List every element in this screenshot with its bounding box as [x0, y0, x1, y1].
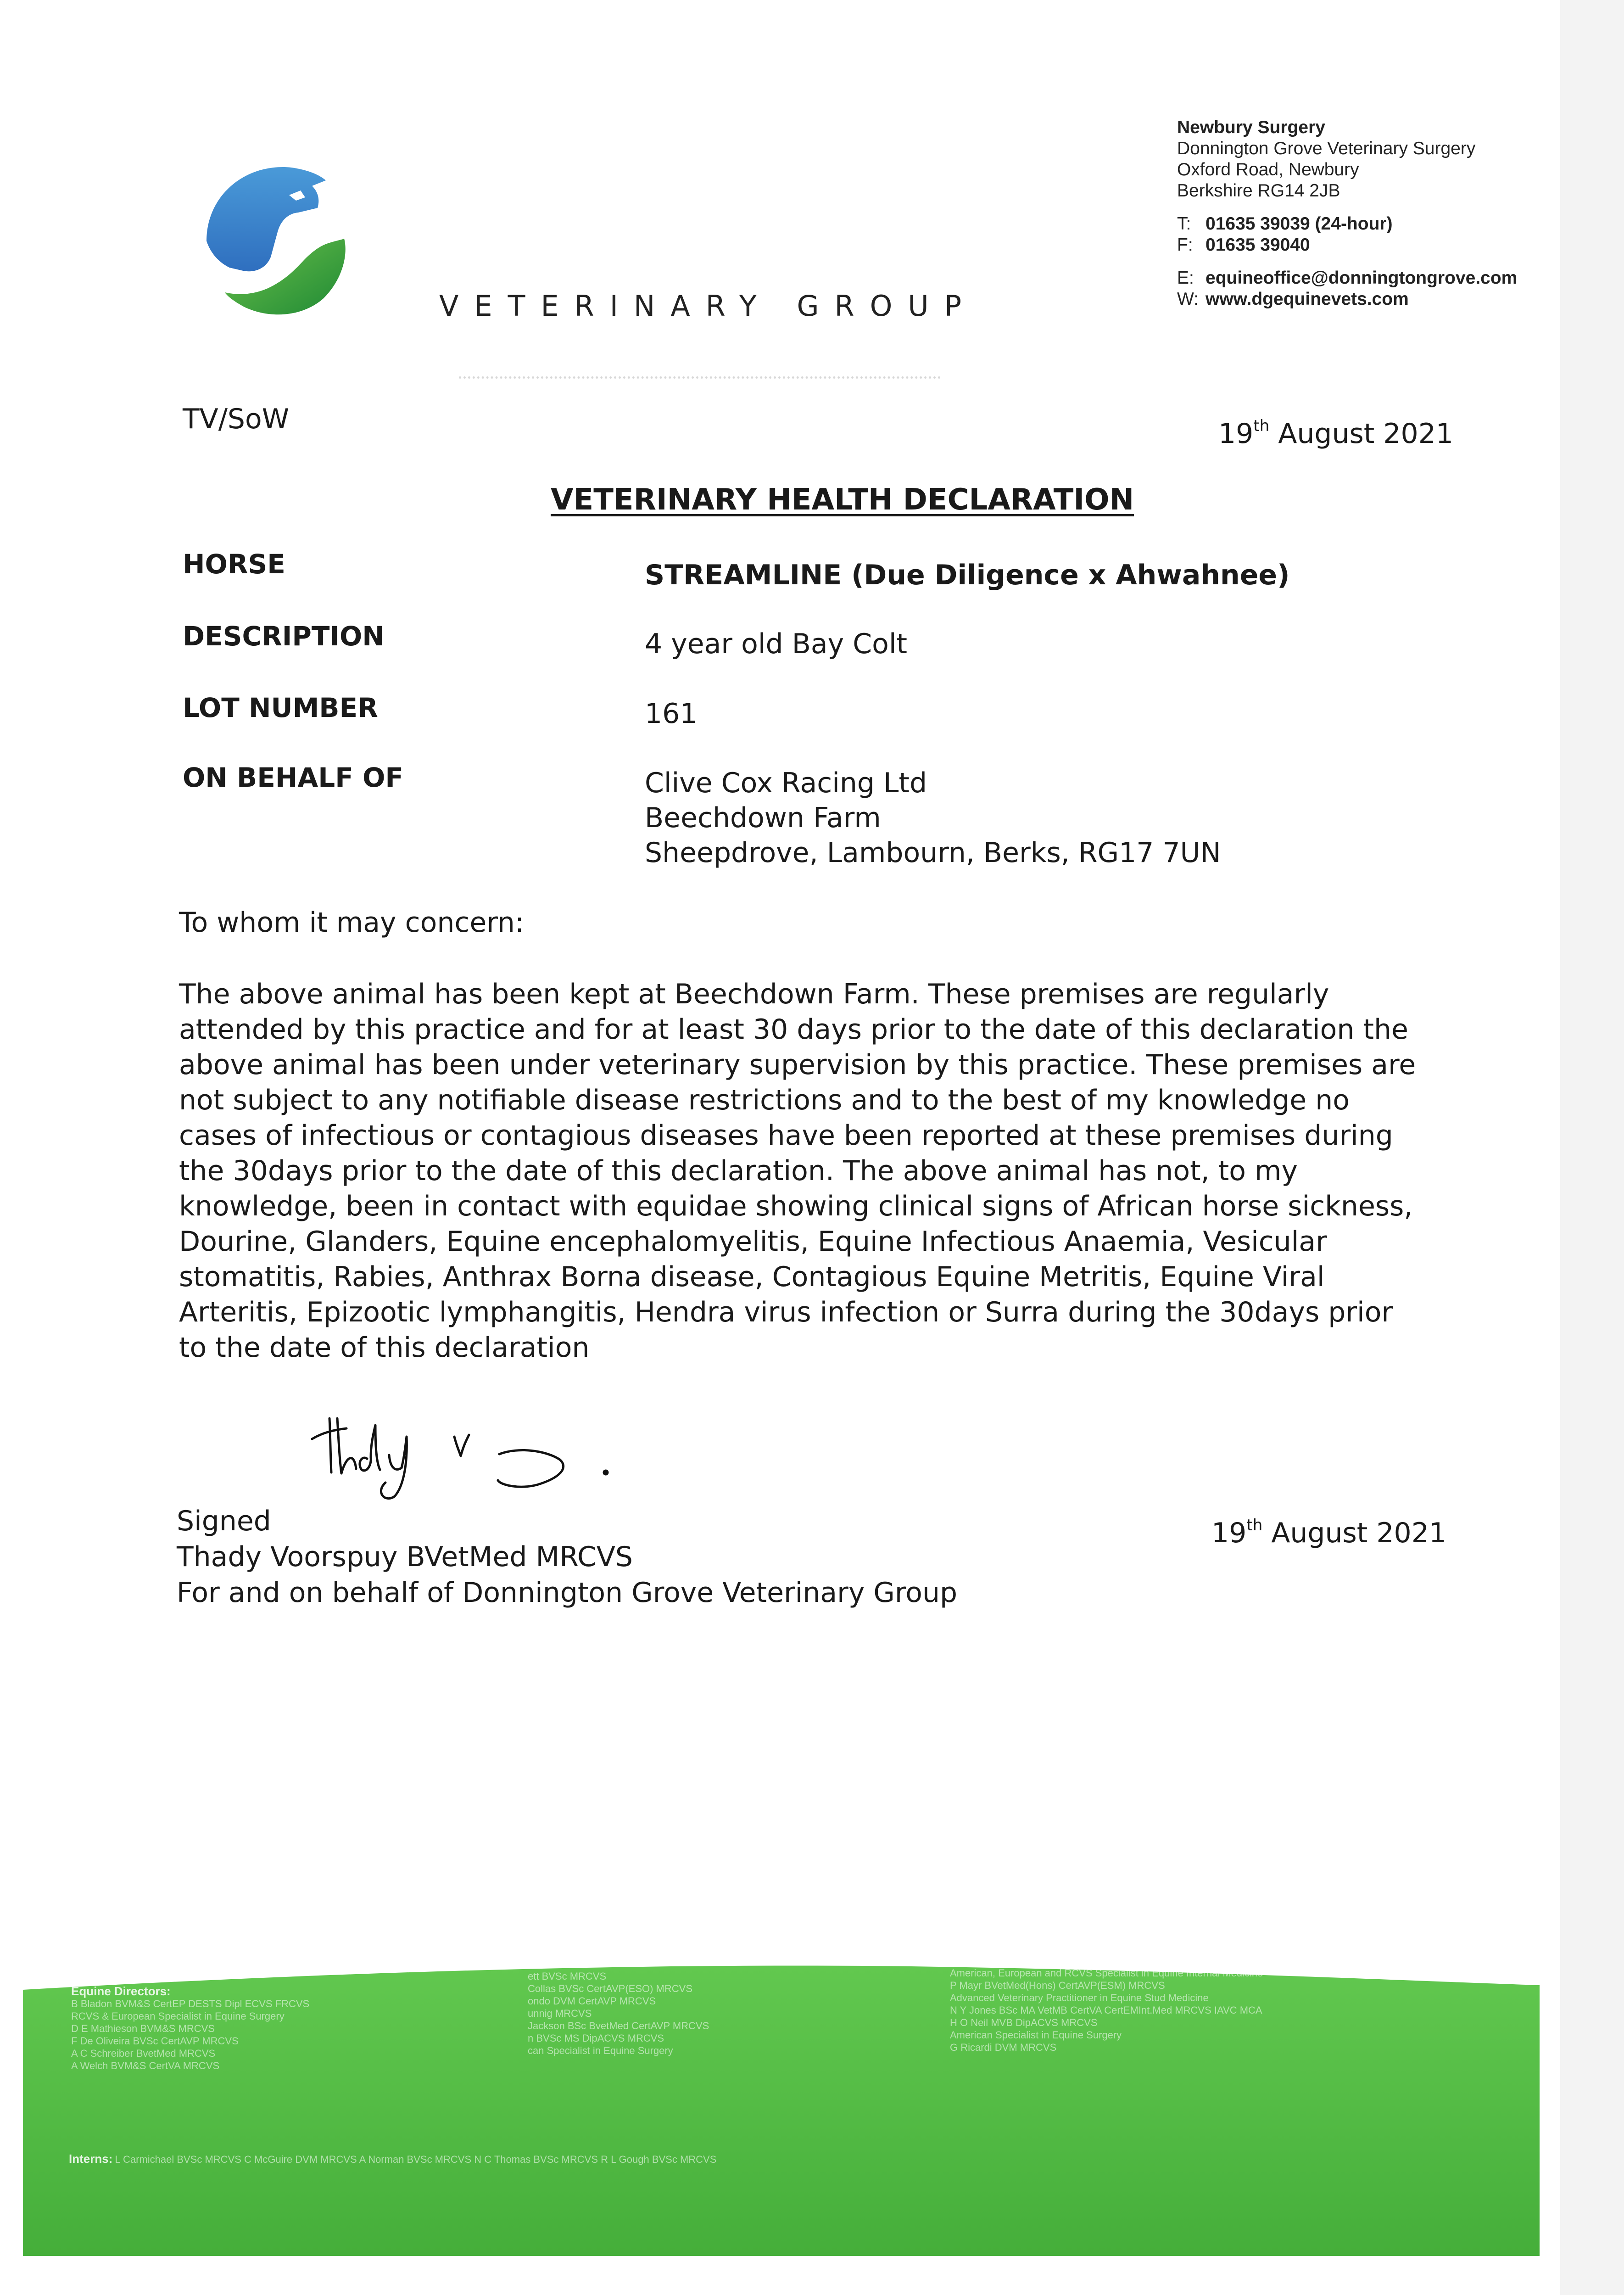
specialist-entry: G Ricardi DVM MRCVS — [950, 2042, 1057, 2053]
salutation: To whom it may concern: — [179, 907, 525, 939]
description-label: DESCRIPTION — [183, 621, 385, 652]
date-day: 19 — [1218, 418, 1254, 450]
on-behalf-of-label: ON BEHALF OF — [183, 762, 403, 793]
associate-entry: ett BVSc MRCVS — [528, 1970, 607, 1982]
lot-number-value: 161 — [645, 698, 698, 730]
description-value: 4 year old Bay Colt — [645, 628, 908, 660]
practice-county: Berkshire RG14 2JB — [1177, 181, 1340, 201]
phone-number: 01635 39039 (24-hour) — [1205, 214, 1393, 234]
associate-entry: ondo DVM CertAVP MRCVS — [528, 1995, 656, 2007]
letter-date — [1218, 418, 1453, 450]
interns-list: L Carmichael BVSc MRCVS C McGuire DVM MRCVS A Norman BVSc MRCVS N C Thomas BVSc MRCVS R L Gough BVSc MRCVS — [115, 2154, 717, 2165]
date-suffix: th — [1246, 1516, 1263, 1534]
on-behalf-line: For and on behalf of Donnington Grove Veterinary Group — [177, 1577, 958, 1609]
interns-heading: Interns: — [69, 2152, 113, 2166]
horse-head-logo — [202, 158, 372, 328]
address-line: Sheepdrove, Lambourn, Berks, RG17 7UN — [645, 837, 1221, 869]
on-behalf-of-address — [645, 766, 1221, 870]
web-address: www.dgequinevets.com — [1205, 289, 1409, 309]
signature-date — [1211, 1517, 1446, 1549]
fax-number: 01635 39040 — [1205, 235, 1310, 255]
specialist-entry: American Specialist in Equine Surgery — [950, 2029, 1122, 2041]
footer-directors — [71, 1985, 309, 2072]
associate-entry: n BVSc MS DipACVS MRCVS — [528, 2032, 664, 2044]
director-entry: A C Schreiber BvetMed MRCVS — [71, 2048, 216, 2059]
director-entry: F De Oliveira BVSc CertAVP MRCVS — [71, 2035, 239, 2047]
director-entry: RCVS & European Specialist in Equine Surgery — [71, 2010, 285, 2022]
horse-label: HORSE — [183, 549, 285, 580]
footer-associates — [528, 1958, 709, 2057]
specialist-entry: H O Neil MVB DipACVS MRCVS — [950, 2017, 1098, 2028]
associate-entry: Jackson BSc BvetMed CertAVP MRCVS — [528, 2020, 709, 2032]
practice-name: Newbury Surgery — [1177, 118, 1325, 137]
practice-email-row — [1177, 268, 1517, 289]
practice-fax-row — [1177, 235, 1517, 256]
web-label: W: — [1177, 289, 1199, 309]
director-entry: B Bladon BVM&S CertEP DESTS Dipl ECVS FRCVS — [71, 1998, 310, 2010]
footer-specialists — [950, 1954, 1279, 2054]
email-address: equineoffice@donningtongrove.com — [1205, 268, 1518, 288]
page-edge-strip — [1560, 0, 1624, 2295]
signatory-name: Thady Voorspuy BVetMed MRCVS — [177, 1541, 633, 1573]
lot-number-label: LOT NUMBER — [183, 692, 378, 723]
directors-heading: Equine Directors: — [71, 1984, 171, 1998]
email-label: E: — [1177, 268, 1194, 288]
header-divider — [459, 376, 941, 379]
director-entry: D E Mathieson BVM&S MRCVS — [71, 2023, 215, 2034]
specialist-entry: N Y Jones BSc MA VetMB CertVA CertEMInt.Med MRCVS IAVC MCA — [950, 2004, 1262, 2016]
horse-value: STREAMLINE (Due Diligence x Ahwahnee) — [645, 559, 1290, 591]
footer-interns — [69, 2153, 716, 2166]
specialist-entry: American, European and RCVS Specialist in Equine Internal Medicine — [950, 1967, 1263, 1979]
associate-entry: Collas BVSc CertAVP(ESO) MRCVS — [528, 1983, 693, 1994]
letter-reference: TV/SoW — [183, 403, 290, 435]
date-day: 19 — [1211, 1517, 1247, 1549]
practice-phone-row — [1177, 213, 1517, 235]
handwritten-signature — [303, 1405, 633, 1510]
address-line: Beechdown Farm — [645, 802, 881, 834]
associates-heading: iates — [528, 1957, 555, 1970]
associate-entry: can Specialist in Equine Surgery — [528, 2045, 673, 2056]
date-rest: August 2021 — [1271, 1517, 1447, 1549]
director-entry: A Welch BVM&S CertVA MRCVS — [71, 2060, 220, 2071]
practice-road: Oxford Road, Newbury — [1177, 160, 1359, 179]
declaration-paragraph: The above animal has been kept at Beechdown Farm. These premises are regularly attended by this practice and for at least 30 days prior to the date of this declaration the above animal has been under veterinary supervision by this practice. These premises are not subject to any notifiable disease restrictions and to the best of my knowledge no cases of infectious or contagious diseases have been reported at these premises during the 30days prior to the date of this declaration. The above animal has not, to my knowledge, been in contact with equidae showing clinical signs of African horse sickness, Dourine, Glanders, Equine encephalomyelitis, Equine Infectious Anaemia, Vesicular stomatitis, Rabies, Anthrax Borna disease, Contagious Equine Metritis, Equine Viral Arteritis, Epizootic lymphangitis, Hendra virus infection or Surra during the 30days prior to the date of this declaration — [179, 978, 1416, 1364]
signed-label: Signed — [177, 1505, 271, 1537]
date-suffix: th — [1253, 417, 1270, 435]
document-title: VETERINARY HEALTH DECLARATION — [551, 483, 1134, 517]
associate-entry: unnig MRCVS — [528, 2008, 592, 2019]
brand-wordmark: VETERINARY GROUP — [439, 289, 977, 323]
specialist-entry: Advanced Veterinary Practitioner in Equine Stud Medicine — [950, 1992, 1209, 2004]
specialist-entry: K T McGowen BVetMed CertEMInt.Med MS DACVIM DiplECEIM MRCVS — [950, 1955, 1280, 1966]
practice-surgery: Donnington Grove Veterinary Surgery — [1177, 139, 1476, 158]
practice-contact-block — [1177, 117, 1517, 310]
fax-label: F: — [1177, 235, 1193, 255]
phone-label: T: — [1177, 214, 1191, 234]
date-rest: August 2021 — [1278, 418, 1454, 450]
address-line: Clive Cox Racing Ltd — [645, 767, 927, 799]
specialist-entry: P Mayr BVetMed(Hons) CertAVP(ESM) MRCVS — [950, 1980, 1165, 1991]
signature-block — [177, 1503, 957, 1611]
practice-web-row — [1177, 289, 1517, 310]
